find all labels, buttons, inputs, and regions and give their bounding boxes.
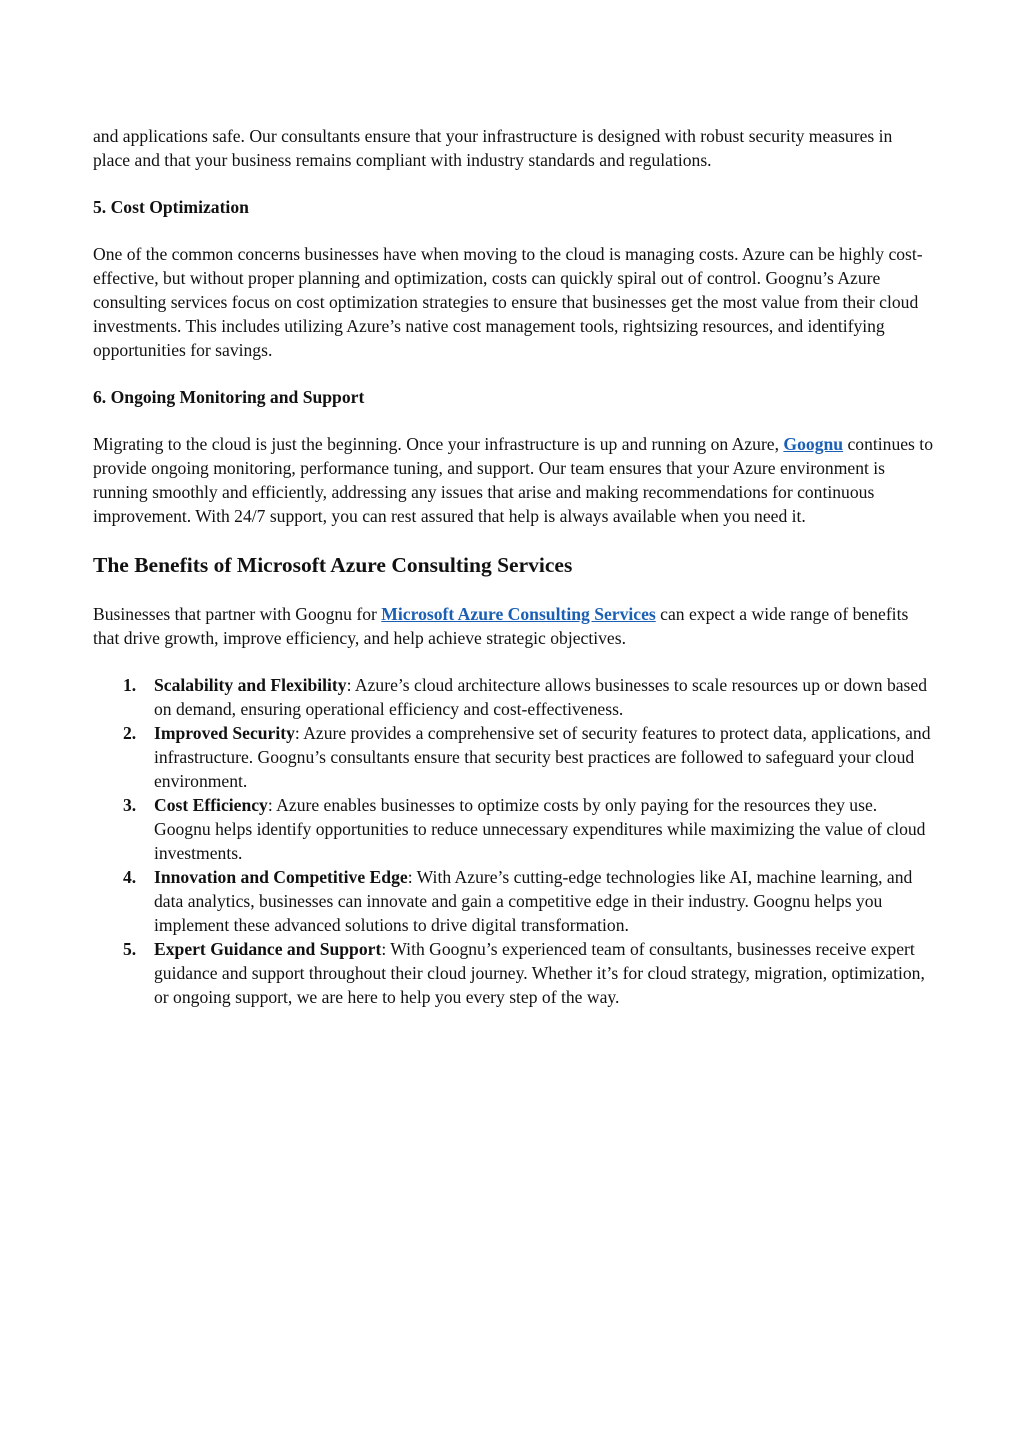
benefits-intro-before: Businesses that partner with Goognu for [93, 604, 382, 624]
benefit-item-innovation [93, 865, 933, 937]
section-6-text-after: continues to provide ongoing monitoring, performance tuning, and support. Our team ensures that your Azure environment is running smoothly and efficiently, addressing any issues that arise and making recommendations for continuous improvement. With 24/7 support, you can rest assured that help is always available when you need it. [93, 434, 933, 526]
benefits-list [93, 673, 933, 1009]
benefit-term: Improved Security [154, 723, 295, 743]
benefit-description: : With Goognu’s experienced team of consultants, businesses receive expert guidance and support throughout their cloud journey. Whether it’s for cloud strategy, migration, optimization, or ongoing support, we are here to help you every step of the way. [154, 939, 925, 1007]
section-6-paragraph [93, 432, 933, 528]
section-6-heading: 6. Ongoing Monitoring and Support [93, 387, 365, 407]
goognu-link[interactable]: Goognu [783, 434, 844, 454]
section-5-paragraph: One of the common concerns businesses have when moving to the cloud is managing costs. Azure can be highly cost-effective, but without proper planning and optimization, costs can quickly spiral out of control. Goognu’s Azure consulting services focus on cost optimization strategies to ensure that businesses get the most value from their cloud investments. This includes utilizing Azure’s native cost management tools, rightsizing resources, and identifying opportunities for savings. [93, 244, 923, 360]
benefits-intro-paragraph [93, 602, 933, 650]
benefit-item-security [93, 721, 933, 793]
list-number: 4. [123, 867, 137, 887]
benefit-description: : Azure enables businesses to optimize costs by only paying for the resources they use. Goognu helps identify opportunities to reduce unnecessary expenditures while maximizing the value of cloud investments. [154, 795, 926, 863]
benefits-heading: The Benefits of Microsoft Azure Consulting Services [93, 553, 573, 577]
benefit-item-scalability [93, 673, 933, 721]
azure-consulting-services-link[interactable]: Microsoft Azure Consulting Services [381, 604, 656, 624]
benefit-term: Innovation and Competitive Edge [154, 867, 408, 887]
document-page [93, 124, 933, 1009]
list-number: 1. [123, 675, 137, 695]
benefit-description: : Azure’s cloud architecture allows businesses to scale resources up or down based on demand, ensuring operational efficiency and cost-effectiveness. [154, 675, 927, 719]
benefits-intro-after: can expect a wide range of benefits that drive growth, improve efficiency, and help achieve strategic objectives. [93, 604, 909, 648]
benefit-term: Cost Efficiency [154, 795, 268, 815]
benefit-term: Scalability and Flexibility [154, 675, 347, 695]
list-number: 5. [123, 939, 137, 959]
benefit-item-cost-efficiency [93, 793, 933, 865]
benefit-description: : With Azure’s cutting-edge technologies like AI, machine learning, and data analytics, businesses can innovate and gain a competitive edge in their industry. Goognu helps you implement these advanced solutions to drive digital transformation. [154, 867, 913, 935]
benefit-description: : Azure provides a comprehensive set of security features to protect data, applications, and infrastructure. Goognu’s consultants ensure that security best practices are followed to safeguard your cloud environment. [154, 723, 931, 791]
benefit-item-expert-guidance [93, 937, 933, 1009]
list-number: 2. [123, 723, 137, 743]
section-6-text-before: Migrating to the cloud is just the beginning. Once your infrastructure is up and running on Azure, [93, 434, 784, 454]
benefit-term: Expert Guidance and Support [154, 939, 382, 959]
intro-continuation-paragraph: and applications safe. Our consultants ensure that your infrastructure is designed with robust security measures in place and that your business remains compliant with industry standards and regulations. [93, 126, 893, 170]
section-5-heading: 5. Cost Optimization [93, 197, 249, 217]
list-number: 3. [123, 795, 137, 815]
